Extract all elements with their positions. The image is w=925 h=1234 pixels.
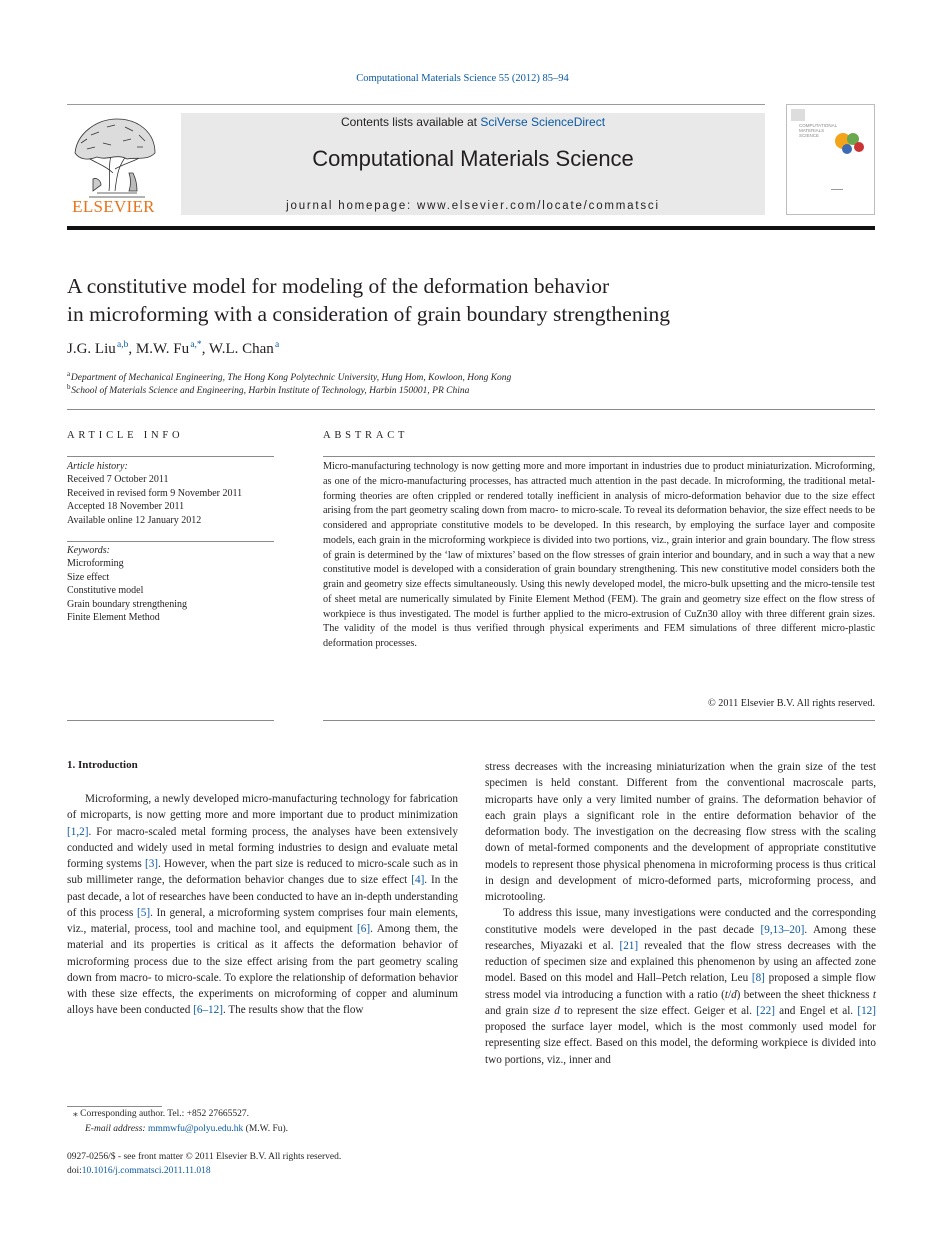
journal-banner (181, 113, 765, 215)
doi-link[interactable]: 10.1016/j.commatsci.2011.11.018 (81, 1166, 211, 1176)
citation-link[interactable]: [5] (137, 906, 151, 919)
divider (67, 456, 274, 457)
text-run: revealed that the flow stress decreases with the reduction of specimen size and explained this phenomenon by using an affected zone model. Based on this model and Hall–Petch relation, Leu (485, 939, 876, 985)
citation-link[interactable]: [8] (751, 972, 765, 985)
divider (323, 456, 875, 457)
divider (67, 720, 274, 721)
text-run: proposed a simple flow stress model via introducing a function with a ratio ( (485, 972, 876, 1001)
keyword-item: Size effect (67, 571, 110, 583)
citation-link[interactable]: [21] (619, 939, 639, 952)
email-note (67, 1122, 467, 1137)
divider (323, 720, 875, 721)
affiliation-text: School of Materials Science and Engineering, Harbin Institute of Technology, Harbin 150001, PR China (71, 386, 470, 397)
citation-link[interactable]: [22] (756, 1004, 775, 1017)
contents-line (181, 115, 765, 129)
history-item: Accepted 18 November 2011 (67, 501, 185, 513)
text-run: to represent the size effect. Geiger et al. (559, 1004, 757, 1017)
front-matter (67, 1150, 341, 1178)
history-item: Received 7 October 2011 (67, 474, 169, 486)
journal-title: Computational Materials Science (312, 146, 634, 171)
text-run: stress decreases with the increasing miniaturization when the grain size of the test specimen is held constant. Different from the conventional macroscale parts, microparts have only a very limited number of grains. The deformation behavior of each grain plays a significant role in the entire deformation behavior of the deformation body. The investigation on the decreasing flow stress with the scaling down of metal-formed components and the development of appropriate constitutive models to represent those physical phenomena in microforming process is thus critical in design and development of micro-deformed parts, microforming process, and microtooling. (485, 761, 876, 903)
author-affiliation-mark[interactable]: a,b (117, 340, 129, 350)
math-variable: t (724, 988, 728, 1001)
text-run: . The results show that the flow (222, 1004, 364, 1017)
citation-link[interactable]: [6–12] (193, 1004, 223, 1017)
author-name[interactable]: J.G. Liu (67, 341, 116, 357)
cover-title: COMPUTATIONAL MATERIALS SCIENCE (799, 123, 837, 138)
article-info-heading: ARTICLE INFO (67, 430, 184, 441)
cover-rule (831, 189, 843, 190)
text-run: and Engel et al. (774, 1004, 858, 1017)
sciencedirect-link[interactable]: SciVerse ScienceDirect (480, 115, 606, 129)
front-matter-line: 0927-0256/$ - see front matter © 2011 Elsevier B.V. All rights reserved. (67, 1152, 342, 1162)
affiliation-mark: a (67, 370, 71, 378)
math-variable: t (872, 988, 876, 1001)
contents-prefix: Contents lists available at (340, 115, 481, 129)
elsevier-logo (67, 113, 160, 215)
cover-logo-icon (791, 109, 805, 121)
elsevier-wordmark: ELSEVIER (72, 197, 155, 216)
citation-link[interactable]: [9,13–20] (760, 923, 805, 936)
author-affiliation-mark[interactable]: a,* (190, 340, 202, 350)
doi-label: doi: (67, 1166, 82, 1176)
citation-link[interactable]: [12] (857, 1004, 876, 1017)
footnote (67, 1107, 467, 1137)
affiliation (67, 383, 469, 396)
keyword-item: Microforming (67, 558, 124, 570)
corresponding-author-text: Corresponding author. Tel.: +852 27665527. (77, 1109, 250, 1119)
body-paragraph (485, 905, 876, 1068)
star-icon: ⁎ (73, 1109, 78, 1119)
affiliation (67, 370, 511, 383)
body-column-right (485, 759, 876, 1068)
divider (67, 541, 274, 542)
keyword-item: Grain boundary strengthening (67, 598, 187, 610)
paper-title (67, 272, 867, 328)
text-run: and grain size (485, 1004, 555, 1017)
journal-cover-thumbnail[interactable] (786, 104, 875, 215)
affiliation-text: Department of Mechanical Engineering, The Hong Kong Polytechnic University, Hung Hom, Kowloon, Hong Kong (70, 373, 512, 384)
text-run: proposed the surface layer model, which is the most commonly used model for representing size effect. Based on this model, the deforming workpiece is divided into two portions, viz., inner and (485, 1021, 876, 1066)
citation-link[interactable]: [1,2] (67, 825, 89, 838)
text-run: . However, when the part size is reduced to micro-scale such as in sub millimeter range, the deformation behavior changes due to size effect (67, 858, 459, 887)
text-run: ) between the sheet thickness (736, 988, 873, 1001)
paper-title-line2: in microforming with a consideration of grain boundary strengthening (67, 302, 671, 326)
keyword-item: Constitutive model (67, 585, 144, 597)
doi-line (67, 1164, 341, 1178)
corresponding-author-note (67, 1107, 467, 1122)
body-paragraph (67, 791, 458, 1019)
keywords (67, 544, 277, 624)
email-label: E-mail address: (85, 1124, 148, 1134)
top-rule (67, 104, 765, 105)
header-thick-rule (67, 226, 875, 230)
history-item: Received in revised form 9 November 2011 (67, 487, 243, 499)
text-run: / (727, 988, 732, 1001)
author-list: J.G. Liu $^{a,b}$, M.W. Fu $^{a,*}$, W.L. Chan $^a$ (67, 340, 280, 357)
abstract-heading: ABSTRACT (323, 430, 409, 441)
journal-reference[interactable]: Computational Materials Science 55 (2012) 85–94 (356, 73, 569, 84)
copyright-notice: © 2011 Elsevier B.V. All rights reserved. (707, 698, 875, 709)
body-column-left (67, 791, 458, 1019)
author-name[interactable]: M.W. Fu (135, 341, 190, 357)
email-link[interactable]: mmmwfu@polyu.edu.hk (147, 1124, 244, 1134)
text-run: . Among these researches, Miyazaki et al. (485, 923, 876, 952)
text-run: . For macro-scaled metal forming process, the analyses have been extensively conducted and widely used in metal forming industries to design and evaluate metal forming systems (67, 825, 458, 870)
cover-graphic-icon (833, 127, 867, 157)
text-run: Microforming, a newly developed micro-manufacturing technology for fabrication of microparts, is now getting more and more important due to product minimization (67, 793, 458, 822)
paper-title-line1: A constitutive model for modeling of the deformation behavior (67, 274, 610, 298)
author-affiliation-mark[interactable]: a (275, 340, 280, 350)
author-name[interactable]: W.L. Chan (208, 341, 274, 357)
affiliation-mark: b (67, 383, 71, 391)
article-history (67, 460, 277, 527)
article-history-heading: Article history: (67, 461, 128, 472)
abstract-text: Micro-manufacturing technology is now getting more and more important in industries due to product miniaturization. Microforming, as one of the micro-manufacturing processes, has attracted much attention in the past decade. In microforming, the traditional metal-forming theories are often crippled or rendered totally inefficient in analysis of micro-deformation behavior due to the size effect arising from the part geometry scaling down from macro- to micro-scale. To reveal its deformation behavior, the size effect needs to be considered and appropriate constitutive models to be developed. In this research, by employing the surface layer and composite models, each grain in the microforming workpiece is divided into two portions, viz., grain interior and grain boundary. The flow stress of grain is determined by the ‘law of mixtures’ based on the flow stresses of grain interior and boundary, and in such a way that a new constitutive model is developed with a consideration of grain boundary strengthening. This new constitutive model considers both the grain and geometry size effects simultaneously. Using this newly developed model, the micro-bulk upsetting and the micro-tensile test of sheet metal are numerically simulated by Finite Element Method (FEM). The grain and geometry size effect on the flow stress of workpiece is thus investigated. The model is further applied to the micro-extrusion of CuZn30 alloy with three different grain sizes. The validity of the model is thus verified through physical experiments and FEM simulations of three different micro-plastic deformation processes. (323, 461, 875, 649)
keywords-heading: Keywords: (67, 545, 110, 556)
citation-link[interactable]: [6] (357, 923, 371, 935)
text-run: . Among them, the material and its properties is critical as it affects the deformation behavior of microforming process due to the size effect arising from the part geometry scaling down from macro- to micro-scale. To explore the relationship of deformation behavior with these size effects, the experiments on microforming of copper and aluminum alloys have been conducted (67, 923, 458, 1017)
journal-homepage[interactable]: journal homepage: www.elsevier.com/locate/commatsci (286, 200, 660, 212)
math-variable: d (554, 1004, 560, 1017)
email-suffix: (M.W. Fu). (243, 1124, 289, 1134)
math-variable: d (731, 988, 737, 1001)
text-run: . In general, a microforming system comprises four main elements, viz., material, process, tool and machine tool, and equipment (67, 906, 458, 935)
text-run: To address this issue, many investigations were conducted and the corresponding constitutive models were developed in the past decade (485, 907, 876, 936)
body-paragraph (485, 759, 876, 905)
citation-link[interactable]: [3] (144, 858, 159, 870)
section-heading-introduction: 1. Introduction (67, 759, 138, 771)
citation-link[interactable]: [4] (411, 874, 425, 887)
divider (67, 409, 875, 410)
history-item: Available online 12 January 2012 (67, 514, 202, 526)
keyword-item: Finite Element Method (67, 612, 160, 624)
text-run: . In the past decade, a lot of researches have been conducted to have an in-depth understanding of this process (67, 874, 458, 919)
